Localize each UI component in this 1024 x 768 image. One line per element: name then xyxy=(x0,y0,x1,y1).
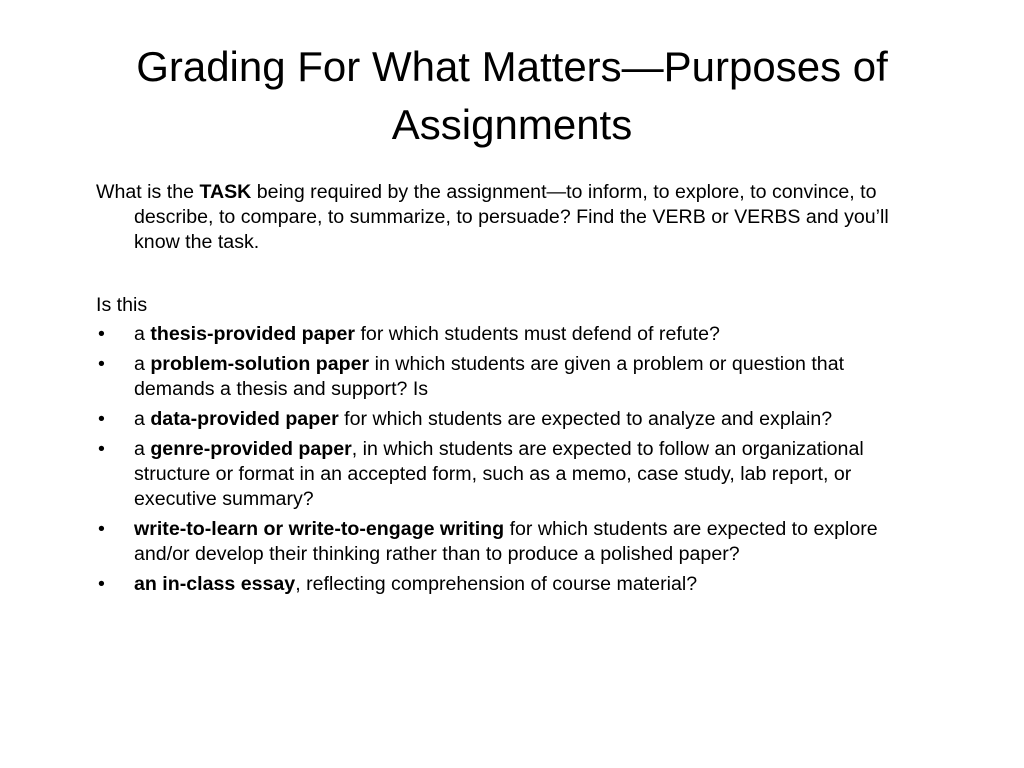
bullet-prefix: a xyxy=(134,438,151,460)
bullet-suffix: for which students are expected to explore and/or develop their thinking rather than to produce a polished paper? xyxy=(134,518,878,565)
bullet-data-provided xyxy=(96,407,926,432)
bullet-icon: • xyxy=(98,323,105,345)
bullet-suffix: for which students must defend of refute? xyxy=(355,323,720,345)
bullet-icon: • xyxy=(98,353,105,375)
bullet-genre-provided xyxy=(96,437,926,512)
bullet-bold: write-to-learn or write-to-engage writing xyxy=(134,518,505,540)
bullet-prefix: a xyxy=(134,408,151,430)
intro-paragraph xyxy=(96,180,926,255)
bullet-bold: genre-provided paper xyxy=(150,438,352,460)
bullet-thesis-provided xyxy=(96,322,926,347)
lead-text: Is this xyxy=(96,294,148,316)
intro-bold-task: TASK xyxy=(199,181,252,203)
slide-body xyxy=(96,180,926,602)
bullet-suffix: , reflecting comprehension of course material? xyxy=(295,573,698,595)
intro-suffix: being required by the assignment—to inform, to explore, to convince, to describe, to compare, to summarize, to persuade? Find the VERB or VERBS and you’ll know the task. xyxy=(134,181,889,253)
bullet-icon: • xyxy=(98,573,105,595)
slide-title: Grading For What Matters—Purposes of Assignments xyxy=(136,43,888,148)
bullet-write-to-learn xyxy=(96,517,926,567)
intro-prefix: What is the xyxy=(96,181,200,203)
bullet-list xyxy=(96,322,926,597)
bullet-bold: thesis-provided paper xyxy=(150,323,356,345)
bullet-bold: data-provided paper xyxy=(150,408,339,430)
bullet-bold: an in-class essay xyxy=(134,573,296,595)
bullet-suffix: , in which students are expected to follow an organizational structure or format in an accepted form, such as a memo, case study, lab report, or executive summary? xyxy=(134,438,864,510)
bullet-in-class-essay xyxy=(96,572,926,597)
bullet-icon: • xyxy=(98,518,105,540)
bullet-prefix: a xyxy=(134,323,151,345)
bullet-suffix: in which students are given a problem or question that demands a thesis and support? Is xyxy=(134,353,845,400)
bullet-suffix: for which students are expected to analyze and explain? xyxy=(338,408,833,430)
bullet-icon: • xyxy=(98,438,105,460)
bullet-icon: • xyxy=(98,408,105,430)
bullet-problem-solution xyxy=(96,352,926,402)
bullet-prefix: a xyxy=(134,353,151,375)
bullet-bold: problem-solution paper xyxy=(150,353,370,375)
